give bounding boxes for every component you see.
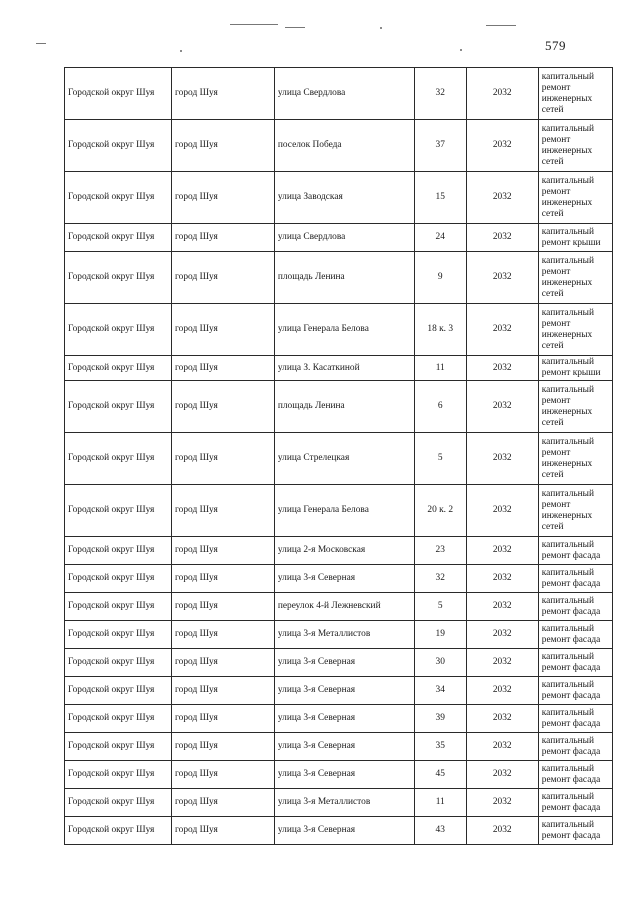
district-cell: Городской округ Шуя: [65, 68, 172, 120]
work-type-cell: капитальный ремонт инженерных сетей: [538, 120, 612, 172]
district-cell: Городской округ Шуя: [65, 433, 172, 485]
city-cell: город Шуя: [172, 733, 275, 761]
house-number-cell: 5: [414, 593, 466, 621]
district-cell: Городской округ Шуя: [65, 733, 172, 761]
district-cell: Городской округ Шуя: [65, 649, 172, 677]
district-cell: Городской округ Шуя: [65, 172, 172, 224]
district-cell: Городской округ Шуя: [65, 485, 172, 537]
year-cell: 2032: [466, 172, 538, 224]
table-row: [65, 356, 613, 381]
street-cell: улица 3-я Северная: [274, 761, 414, 789]
street-cell: улица Генерала Белова: [274, 304, 414, 356]
city-cell: город Шуя: [172, 677, 275, 705]
work-type-cell: капитальный ремонт инженерных сетей: [538, 252, 612, 304]
city-cell: город Шуя: [172, 593, 275, 621]
district-cell: Городской округ Шуя: [65, 565, 172, 593]
city-cell: город Шуя: [172, 485, 275, 537]
city-cell: город Шуя: [172, 817, 275, 845]
year-cell: 2032: [466, 677, 538, 705]
year-cell: 2032: [466, 433, 538, 485]
city-cell: город Шуя: [172, 304, 275, 356]
table-row: [65, 789, 613, 817]
district-cell: Городской округ Шуя: [65, 252, 172, 304]
house-number-cell: 18 к. 3: [414, 304, 466, 356]
city-cell: город Шуя: [172, 537, 275, 565]
street-cell: улица 3-я Северная: [274, 565, 414, 593]
house-number-cell: 35: [414, 733, 466, 761]
year-cell: 2032: [466, 733, 538, 761]
street-cell: площадь Ленина: [274, 252, 414, 304]
work-type-cell: капитальный ремонт инженерных сетей: [538, 304, 612, 356]
table-row: [65, 565, 613, 593]
street-cell: улица 3-я Металлистов: [274, 789, 414, 817]
table-body: [65, 68, 613, 845]
work-type-cell: капитальный ремонт фасада: [538, 649, 612, 677]
scan-artifact-line: [486, 25, 516, 26]
work-type-cell: капитальный ремонт инженерных сетей: [538, 433, 612, 485]
year-cell: 2032: [466, 705, 538, 733]
city-cell: город Шуя: [172, 356, 275, 381]
district-cell: Городской округ Шуя: [65, 304, 172, 356]
city-cell: город Шуя: [172, 68, 275, 120]
house-number-cell: 11: [414, 789, 466, 817]
table-row: [65, 733, 613, 761]
work-type-cell: капитальный ремонт фасада: [538, 705, 612, 733]
year-cell: 2032: [466, 761, 538, 789]
district-cell: Городской округ Шуя: [65, 120, 172, 172]
street-cell: улица З. Касаткиной: [274, 356, 414, 381]
city-cell: город Шуя: [172, 120, 275, 172]
year-cell: 2032: [466, 565, 538, 593]
table-row: [65, 120, 613, 172]
district-cell: Городской округ Шуя: [65, 789, 172, 817]
work-type-cell: капитальный ремонт инженерных сетей: [538, 68, 612, 120]
year-cell: 2032: [466, 485, 538, 537]
scan-artifact-dot: [180, 50, 182, 52]
house-number-cell: 45: [414, 761, 466, 789]
house-number-cell: 24: [414, 224, 466, 252]
year-cell: 2032: [466, 817, 538, 845]
year-cell: 2032: [466, 537, 538, 565]
city-cell: город Шуя: [172, 381, 275, 433]
work-type-cell: капитальный ремонт крыши: [538, 224, 612, 252]
work-type-cell: капитальный ремонт крыши: [538, 356, 612, 381]
table-row: [65, 705, 613, 733]
street-cell: улица 3-я Северная: [274, 733, 414, 761]
year-cell: 2032: [466, 621, 538, 649]
year-cell: 2032: [466, 381, 538, 433]
city-cell: город Шуя: [172, 565, 275, 593]
district-cell: Городской округ Шуя: [65, 593, 172, 621]
table-row: [65, 381, 613, 433]
scan-artifact-dot: [460, 49, 462, 51]
year-cell: 2032: [466, 593, 538, 621]
street-cell: улица 3-я Металлистов: [274, 621, 414, 649]
work-type-cell: капитальный ремонт инженерных сетей: [538, 485, 612, 537]
table-row: [65, 433, 613, 485]
year-cell: 2032: [466, 252, 538, 304]
street-cell: улица Стрелецкая: [274, 433, 414, 485]
table-row: [65, 252, 613, 304]
city-cell: город Шуя: [172, 649, 275, 677]
street-cell: улица Свердлова: [274, 224, 414, 252]
street-cell: переулок 4-й Лежневский: [274, 593, 414, 621]
district-cell: Городской округ Шуя: [65, 537, 172, 565]
scan-artifact-line: [230, 24, 278, 25]
city-cell: город Шуя: [172, 789, 275, 817]
street-cell: улица 3-я Северная: [274, 705, 414, 733]
street-cell: улица Свердлова: [274, 68, 414, 120]
house-number-cell: 39: [414, 705, 466, 733]
year-cell: 2032: [466, 304, 538, 356]
house-number-cell: 11: [414, 356, 466, 381]
house-number-cell: 34: [414, 677, 466, 705]
work-type-cell: капитальный ремонт фасада: [538, 817, 612, 845]
house-number-cell: 20 к. 2: [414, 485, 466, 537]
house-number-cell: 6: [414, 381, 466, 433]
scan-artifact-line: [36, 43, 46, 44]
district-cell: Городской округ Шуя: [65, 705, 172, 733]
district-cell: Городской округ Шуя: [65, 761, 172, 789]
year-cell: 2032: [466, 224, 538, 252]
district-cell: Городской округ Шуя: [65, 817, 172, 845]
work-type-cell: капитальный ремонт фасада: [538, 677, 612, 705]
table-row: [65, 677, 613, 705]
scan-artifact-dot: [380, 27, 382, 29]
house-number-cell: 15: [414, 172, 466, 224]
house-number-cell: 19: [414, 621, 466, 649]
work-type-cell: капитальный ремонт фасада: [538, 621, 612, 649]
year-cell: 2032: [466, 649, 538, 677]
house-number-cell: 9: [414, 252, 466, 304]
table-row: [65, 537, 613, 565]
year-cell: 2032: [466, 789, 538, 817]
house-number-cell: 32: [414, 565, 466, 593]
work-type-cell: капитальный ремонт фасада: [538, 537, 612, 565]
district-cell: Городской округ Шуя: [65, 356, 172, 381]
district-cell: Городской округ Шуя: [65, 621, 172, 649]
year-cell: 2032: [466, 356, 538, 381]
work-type-cell: капитальный ремонт фасада: [538, 761, 612, 789]
work-type-cell: капитальный ремонт фасада: [538, 593, 612, 621]
table-row: [65, 304, 613, 356]
city-cell: город Шуя: [172, 433, 275, 485]
house-number-cell: 32: [414, 68, 466, 120]
table-row: [65, 593, 613, 621]
house-number-cell: 37: [414, 120, 466, 172]
city-cell: город Шуя: [172, 172, 275, 224]
year-cell: 2032: [466, 68, 538, 120]
table-row: [65, 621, 613, 649]
city-cell: город Шуя: [172, 761, 275, 789]
city-cell: город Шуя: [172, 252, 275, 304]
scan-artifact-line: [285, 27, 305, 28]
work-type-cell: капитальный ремонт инженерных сетей: [538, 172, 612, 224]
street-cell: площадь Ленина: [274, 381, 414, 433]
table-row: [65, 68, 613, 120]
page-number: 579: [545, 38, 566, 53]
work-type-cell: капитальный ремонт инженерных сетей: [538, 381, 612, 433]
table-row: [65, 485, 613, 537]
city-cell: город Шуя: [172, 705, 275, 733]
house-number-cell: 30: [414, 649, 466, 677]
house-number-cell: 5: [414, 433, 466, 485]
district-cell: Городской округ Шуя: [65, 224, 172, 252]
district-cell: Городской округ Шуя: [65, 381, 172, 433]
district-cell: Городской округ Шуя: [65, 677, 172, 705]
street-cell: улица 3-я Северная: [274, 677, 414, 705]
street-cell: улица 3-я Северная: [274, 817, 414, 845]
city-cell: город Шуя: [172, 224, 275, 252]
table-row: [65, 817, 613, 845]
table-row: [65, 761, 613, 789]
work-type-cell: капитальный ремонт фасада: [538, 789, 612, 817]
table-row: [65, 649, 613, 677]
street-cell: улица Заводская: [274, 172, 414, 224]
repair-schedule-table: [64, 67, 613, 845]
table-row: [65, 224, 613, 252]
table-row: [65, 172, 613, 224]
house-number-cell: 43: [414, 817, 466, 845]
house-number-cell: 23: [414, 537, 466, 565]
street-cell: поселок Победа: [274, 120, 414, 172]
work-type-cell: капитальный ремонт фасада: [538, 733, 612, 761]
street-cell: улица 2-я Московская: [274, 537, 414, 565]
city-cell: город Шуя: [172, 621, 275, 649]
year-cell: 2032: [466, 120, 538, 172]
street-cell: улица 3-я Северная: [274, 649, 414, 677]
street-cell: улица Генерала Белова: [274, 485, 414, 537]
work-type-cell: капитальный ремонт фасада: [538, 565, 612, 593]
